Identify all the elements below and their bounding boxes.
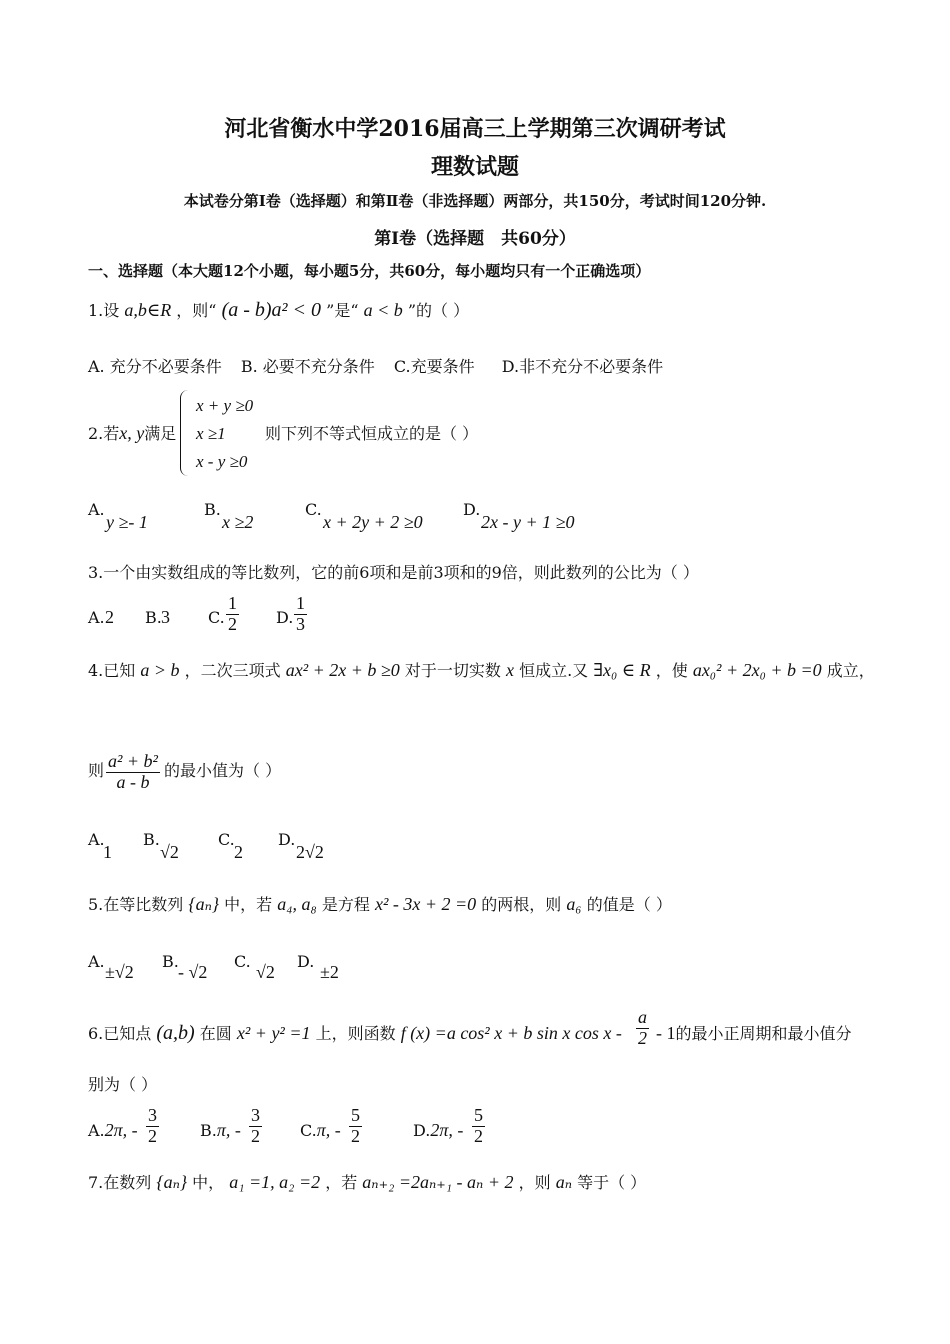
q4-line2-lead: 则 (88, 761, 105, 780)
q6-text-3: 的最小正周期和最小值分 (675, 1024, 852, 1043)
q7-target: aₙ (555, 1172, 572, 1192)
q5-equation: x² - 3x + 2 =0 (375, 894, 477, 914)
q6-line2: 别为（ ） (88, 1075, 158, 1094)
q6-option-d-label: D. (413, 1121, 431, 1140)
q4-option-c-expr: 2 (234, 842, 243, 862)
q4-line2-text: 的最小值为（ ） (164, 761, 282, 780)
q1-condition: (a - b)a² < 0 (221, 299, 322, 321)
q1-options (88, 354, 663, 377)
q6-option-b-pre: π, - (216, 1120, 241, 1140)
q6-d-numerator: 5 (474, 1105, 483, 1125)
q6-fraction (636, 1008, 649, 1049)
q6-point: (a,b) (156, 1022, 195, 1044)
q6-fraction-numerator: a (638, 1007, 647, 1027)
q6-function: f (x) =a cos² x + b sin x cos x - (400, 1023, 622, 1043)
q3-option-d-label[interactable]: D. (276, 608, 294, 627)
q2-text-1: 满足 (144, 424, 177, 443)
q1-option-c[interactable]: C.充要条件 (393, 357, 475, 376)
q7-text-4: 等于（ ） (577, 1173, 647, 1192)
q4-option-b-label[interactable]: B. (143, 830, 160, 849)
question-7 (88, 1170, 646, 1193)
q6-option-a-label: A. (88, 1121, 105, 1140)
q2-option-a-label[interactable]: A. (88, 500, 105, 519)
q5-option-b-label[interactable]: B. (162, 952, 179, 971)
q7-initial-values: a₁ =1, a₂ =2 (229, 1172, 321, 1192)
q7-lead: 7.在数列 (88, 1173, 152, 1192)
section-heading: 一、选择题（本大题12个小题，每小题5分，共60分，每小题均只有一个正确选项） (88, 262, 651, 280)
q2-system-line-3: x - y ≥0 (196, 452, 248, 471)
q1-option-a[interactable]: A. 充分不必要条件 (88, 357, 222, 376)
q6-fraction-denominator: 2 (638, 1027, 647, 1048)
q5-option-d-expr: ±2 (320, 962, 339, 982)
q2-text-2: 则下列不等式恒成立的是（ ） (265, 424, 479, 443)
q6-option-c-pre: π, - (316, 1120, 341, 1140)
q4-fraction (106, 752, 160, 793)
exam-intro: 本试卷分第Ⅰ卷（选择题）和第Ⅱ卷（非选择题）两部分，共150分，考试时间120分钟. (183, 192, 767, 210)
q5-option-d-label[interactable]: D. (297, 952, 315, 971)
q4-text-5: 成立， (826, 661, 875, 680)
q2-lead-block (88, 421, 176, 444)
q2-option-c-expr: x + 2y + 2 ≥0 (323, 512, 423, 532)
q1-lead: 1.设 (88, 301, 120, 320)
q6-option-a-pre: 2π, - (104, 1120, 138, 1140)
q6-option-a-fraction (146, 1106, 159, 1147)
question-1 (88, 298, 469, 322)
q3-c-numerator: 1 (228, 593, 237, 613)
q2-vars: x, y (119, 423, 145, 443)
q4-condition: a > b (140, 660, 180, 680)
question-3: 3.一个由实数组成的等比数列，它的前6项和是前3项和的9倍，则此数列的公比为（ ） (88, 563, 699, 582)
q3-option-a-expr: 2 (105, 607, 114, 627)
q2-option-a-expr: y ≥- 1 (106, 512, 148, 532)
q1-option-b[interactable]: B. 必要不充分条件 (240, 357, 375, 376)
q6-option-d-fraction (472, 1106, 485, 1147)
q2-system-brace (180, 390, 189, 476)
q5-text-4: 的值是（ ） (586, 895, 672, 914)
q3-option-b-label[interactable]: B. (145, 608, 162, 627)
q4-option-d-label[interactable]: D. (278, 830, 296, 849)
q4-text-1: ，二次三项式 (184, 661, 281, 680)
q6-d-denominator: 2 (474, 1125, 483, 1146)
q6-function-end: - 1 (656, 1023, 676, 1043)
q1-condition-2: a < b (363, 300, 403, 320)
q2-option-c-label[interactable]: C. (305, 500, 322, 519)
q6-b-denominator: 2 (251, 1125, 260, 1146)
q5-lead: 5.在等比数列 (88, 895, 184, 914)
q3-c-denominator: 2 (228, 613, 237, 634)
q3-option-b-expr: 3 (161, 607, 170, 627)
q4-lead: 4.已知 (88, 661, 136, 680)
q5-text-3: 的两根，则 (481, 895, 562, 914)
q4-option-d-expr: 2√2 (296, 842, 324, 862)
q2-option-d-expr: 2x - y + 1 ≥0 (481, 512, 575, 532)
q1-option-d[interactable]: D.非不充分不必要条件 (501, 357, 664, 376)
exam-title: 河北省衡水中学2016届高三上学期第三次调研考试 (224, 116, 726, 142)
q4-option-b-expr: √2 (160, 842, 179, 862)
q4-option-a-label[interactable]: A. (88, 830, 105, 849)
q6-c-denominator: 2 (351, 1125, 360, 1146)
q2-option-b-label[interactable]: B. (204, 500, 221, 519)
q6-a-numerator: 3 (148, 1105, 157, 1125)
question-5 (88, 892, 672, 915)
q4-exists: ∃x₀ ∈ R (593, 660, 651, 680)
q6-option-a[interactable] (88, 1120, 138, 1141)
q4-text-2: 对于一切实数 (404, 661, 501, 680)
q3-option-a-label[interactable]: A. (88, 608, 105, 627)
question-6 (88, 1021, 622, 1045)
q4-option-c-label[interactable]: C. (218, 830, 235, 849)
q7-sequence: {aₙ} (156, 1172, 188, 1192)
q3-option-d-fraction (294, 594, 307, 635)
q3-d-denominator: 3 (296, 613, 305, 634)
question-4 (88, 658, 875, 681)
q4-option-a-expr: 1 (103, 842, 112, 862)
q2-option-b-expr: x ≥2 (222, 512, 254, 532)
q5-target: a₆ (566, 894, 582, 914)
q6-text-2: 上，则函数 (315, 1024, 396, 1043)
q2-system-line-2: x ≥1 (196, 424, 226, 443)
q6-option-d[interactable] (413, 1120, 463, 1141)
q6-text-1: 在圆 (199, 1024, 232, 1043)
q6-option-b[interactable] (200, 1120, 241, 1141)
q3-option-c-label[interactable]: C. (208, 608, 225, 627)
q5-option-c-expr: √2 (256, 962, 275, 982)
q7-text-3: ，则 (518, 1173, 551, 1192)
q4-fraction-numerator: a² + b² (108, 751, 158, 771)
q5-text-2: 是方程 (321, 895, 370, 914)
q3-d-numerator: 1 (296, 593, 305, 613)
q4-equation: ax₀² + 2x₀ + b =0 (692, 660, 822, 680)
q6-b-numerator: 3 (251, 1105, 260, 1125)
q4-polynomial: ax² + 2x + b ≥0 (285, 660, 400, 680)
q3-option-c-fraction (226, 594, 239, 635)
q1-text-3: ”的（ ） (407, 301, 470, 320)
q1-text-2: ”是“ (326, 301, 359, 320)
q6-lead: 6.已知点 (88, 1024, 152, 1043)
q5-text-1: 中，若 (224, 895, 273, 914)
q1-text-1: ，则“ (176, 301, 217, 320)
q1-set: a,b∈R (124, 300, 172, 320)
q4-var: x (505, 660, 514, 680)
q6-option-c-fraction (349, 1106, 362, 1147)
q5-terms: a₄, a₈ (277, 894, 317, 914)
q6-circle: x² + y² =1 (236, 1023, 311, 1043)
q2-option-d-label[interactable]: D. (463, 500, 481, 519)
q6-a-denominator: 2 (148, 1125, 157, 1146)
q6-tail (656, 1021, 852, 1044)
q5-option-a-expr: ±√2 (105, 962, 134, 982)
q4-text-4: ，使 (655, 661, 688, 680)
q2-system-line-1: x + y ≥0 (196, 396, 254, 415)
part-heading: 第Ⅰ卷（选择题 共60分） (374, 229, 576, 249)
q5-option-b-expr: - √2 (178, 962, 208, 982)
q7-text-2: ，若 (325, 1173, 358, 1192)
exam-subtitle: 理数试题 (430, 154, 519, 180)
q5-sequence: {aₙ} (188, 894, 220, 914)
q6-option-c[interactable] (300, 1120, 341, 1141)
q6-option-c-label: C. (300, 1121, 317, 1140)
q4-fraction-denominator: a - b (116, 771, 150, 792)
q5-option-c-label[interactable]: C. (234, 952, 251, 971)
q2-lead: 2.若 (88, 424, 120, 443)
q7-text-1: 中， (192, 1173, 225, 1192)
q4-text-3: 恒成立.又 (519, 661, 589, 680)
q6-option-d-pre: 2π, - (430, 1120, 464, 1140)
q5-option-a-label[interactable]: A. (88, 952, 105, 971)
q7-recurrence: aₙ₊₂ =2aₙ₊₁ - aₙ + 2 (362, 1172, 514, 1192)
q6-c-numerator: 5 (351, 1105, 360, 1125)
q6-option-b-fraction (249, 1106, 262, 1147)
q6-option-b-label: B. (200, 1121, 217, 1140)
